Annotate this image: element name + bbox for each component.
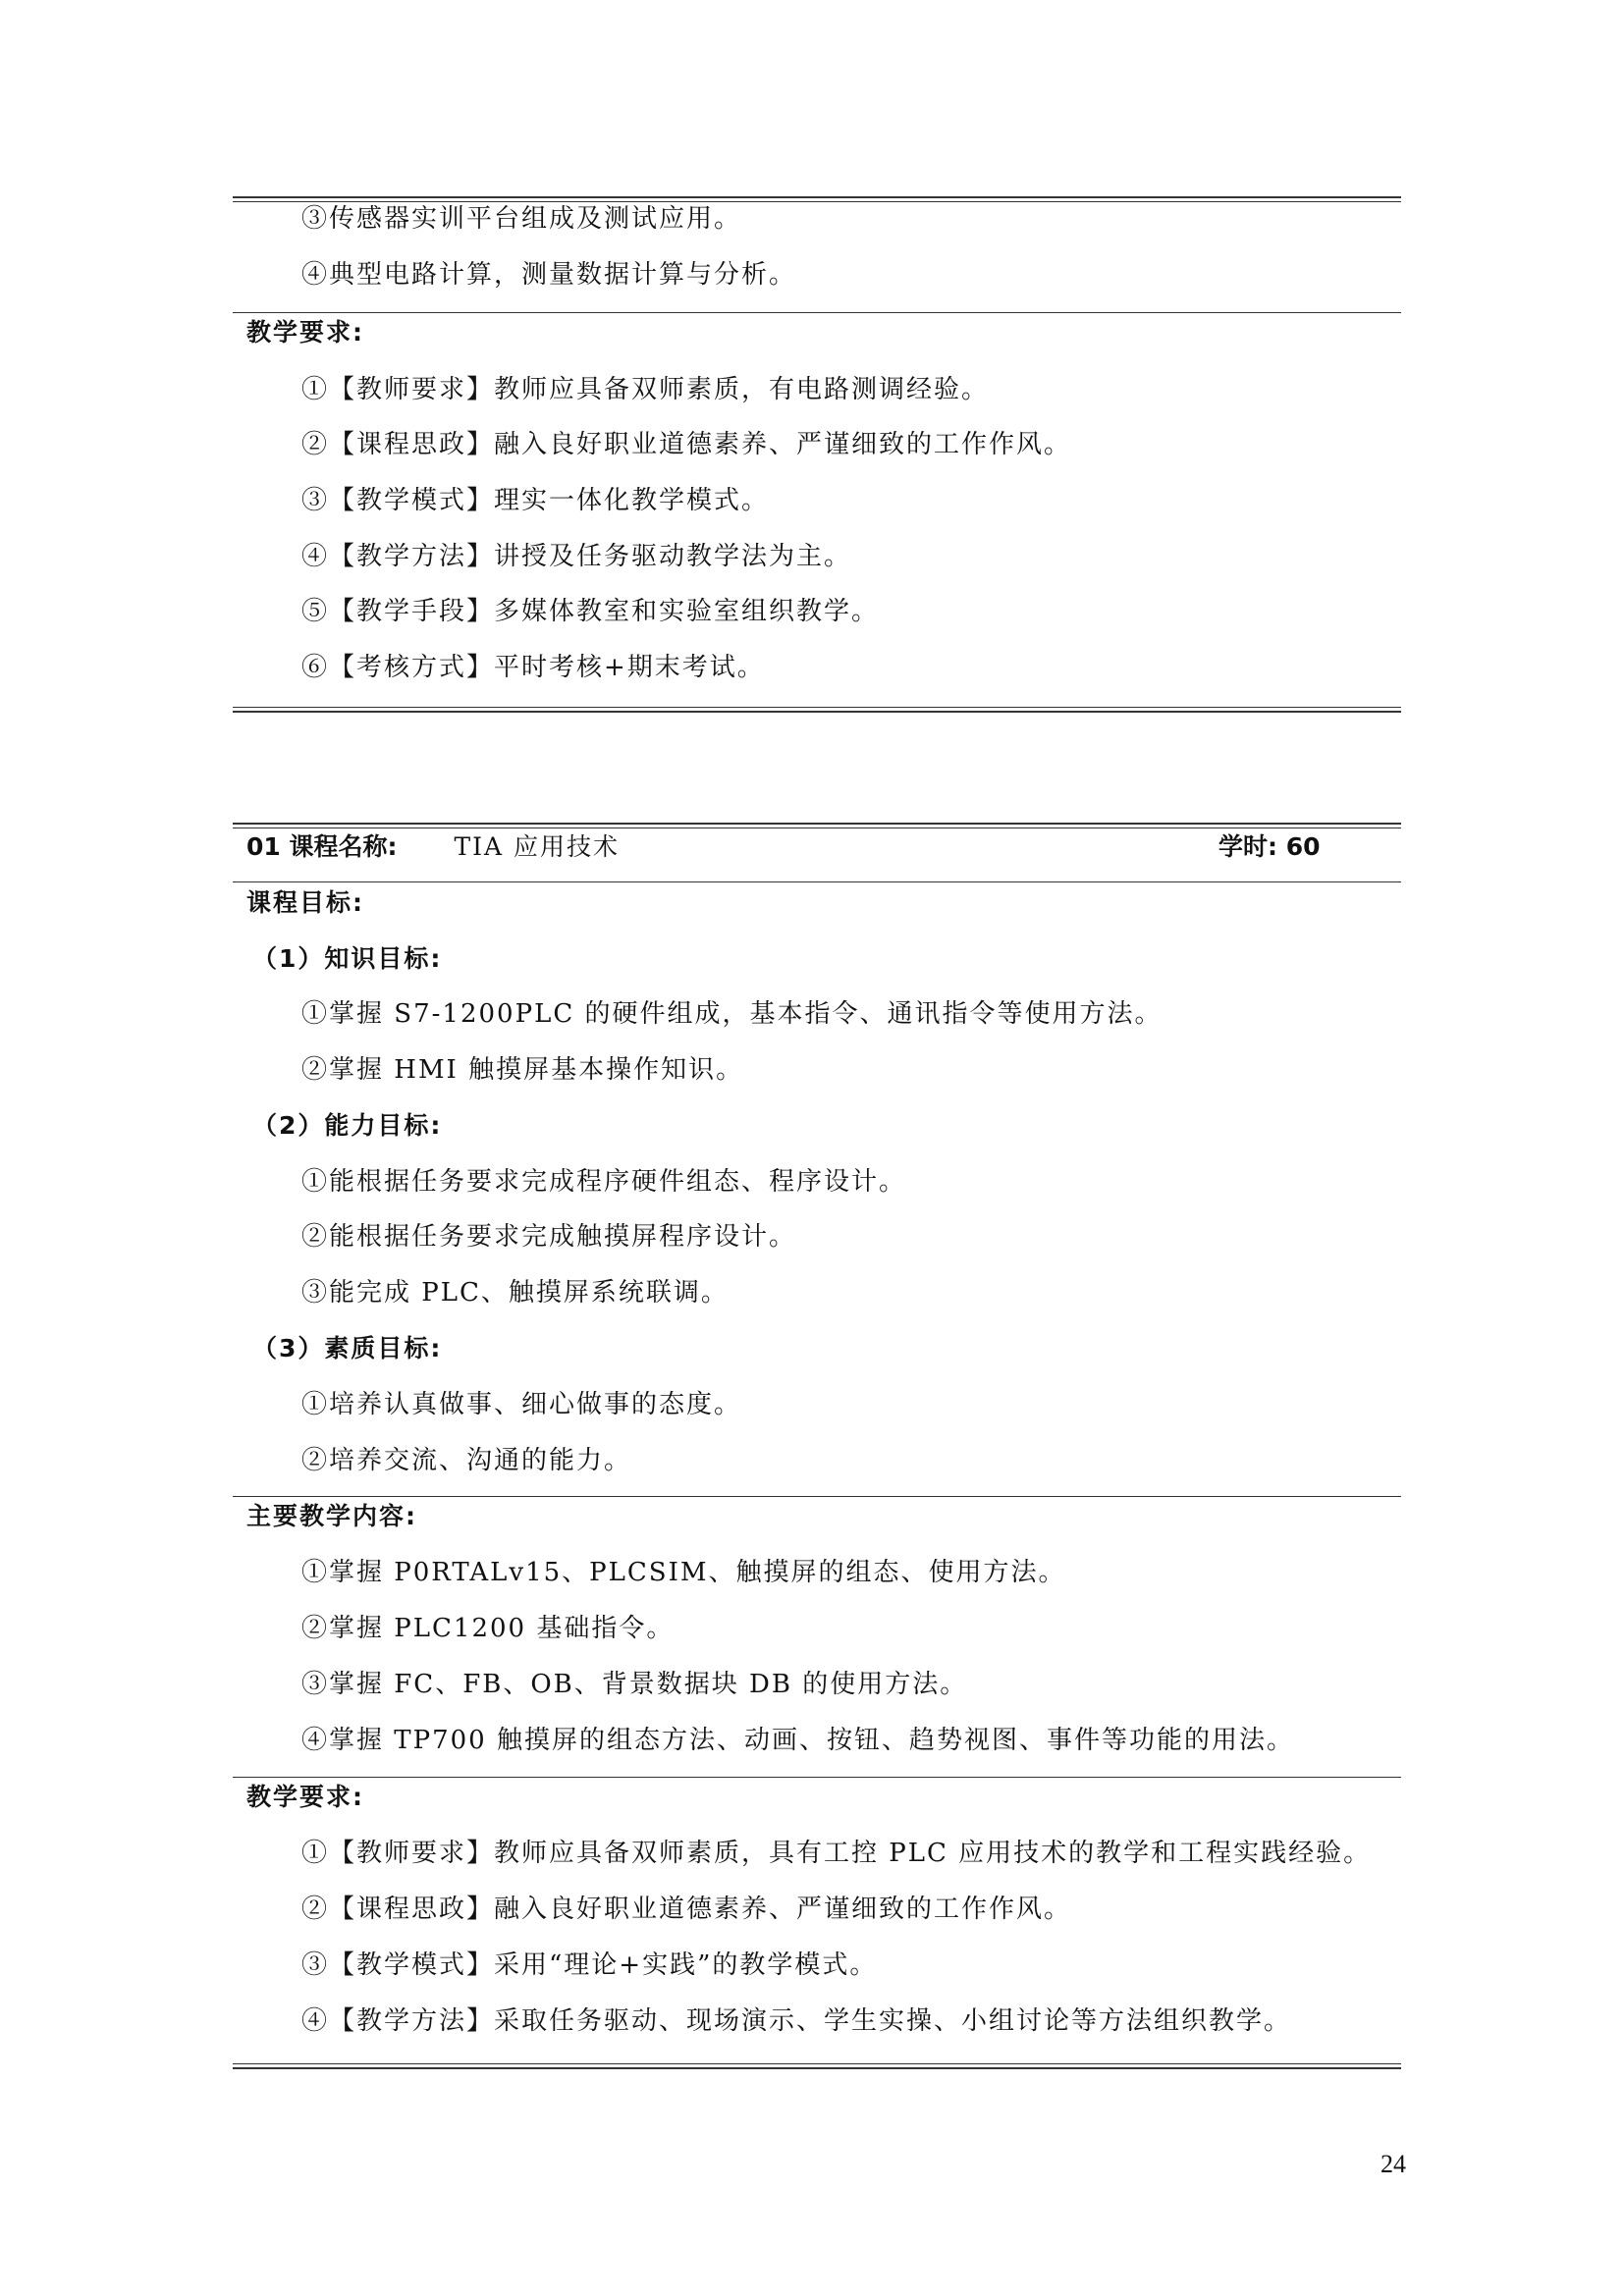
content-item: ④典型电路计算，测量数据计算与分析。 [301, 260, 797, 290]
content-item: ②掌握 PLC1200 基础指令。 [301, 1614, 675, 1643]
ability-item: ②能根据任务要求完成触摸屏程序设计。 [301, 1222, 797, 1252]
requirement-item: ①【教师要求】教师应具备双师素质，具有工控 PLC 应用技术的教学和工程实践经验。 [301, 1839, 1372, 1868]
requirement-item: ⑤【教学手段】多媒体教室和实验室组织教学。 [301, 597, 880, 626]
course-title-row [246, 830, 1401, 864]
knowledge-item: ①掌握 S7-1200PLC 的硬件组成，基本指令、通讯指令等使用方法。 [301, 999, 1163, 1029]
goals-heading: 课程目标: [246, 888, 364, 917]
quality-item: ②培养交流、沟通的能力。 [301, 1446, 632, 1475]
quality-item: ①培养认真做事、细心做事的态度。 [301, 1390, 742, 1419]
ability-heading: （2）能力目标: [252, 1111, 443, 1140]
requirement-item: ④【教学方法】采取任务驱动、现场演示、学生实操、小组讨论等方法组织教学。 [301, 2006, 1292, 2036]
ability-item: ①能根据任务要求完成程序硬件组态、程序设计。 [301, 1167, 907, 1197]
ability-item: ③能完成 PLC、触摸屏系统联调。 [301, 1278, 729, 1308]
divider [233, 881, 1401, 882]
divider [233, 1777, 1401, 1778]
content-item: ④掌握 TP700 触摸屏的组态方法、动画、按钮、趋势视图、事件等功能的用法。 [301, 1726, 1294, 1755]
requirement-item: ④【教学方法】讲授及任务驱动教学法为主。 [301, 542, 852, 571]
content-item: ①掌握 P0RTALv15、PLCSIM、触摸屏的组态、使用方法。 [301, 1558, 1066, 1587]
requirement-item: ②【课程思政】融入良好职业道德素养、严谨细致的工作作风。 [301, 430, 1072, 459]
requirement-item: ①【教师要求】教师应具备双师素质，有电路测调经验。 [301, 375, 990, 404]
content-item: ③传感器实训平台组成及测试应用。 [301, 204, 742, 234]
course-section [233, 823, 1401, 2079]
requirement-item: ③【教学模式】采用“理论+实践”的教学模式。 [301, 1950, 878, 1980]
divider [233, 312, 1401, 313]
bottom-rule [233, 707, 1401, 713]
prev-section [233, 196, 1401, 717]
content-heading: 主要教学内容: [246, 1502, 417, 1530]
course-hours: 学时: 60 [1218, 832, 1321, 861]
content-item: ③掌握 FC、FB、OB、背景数据块 DB 的使用方法。 [301, 1670, 968, 1699]
quality-heading: （3）素质目标: [252, 1334, 443, 1362]
divider [233, 1496, 1401, 1497]
requirement-item: ②【课程思政】融入良好职业道德素养、严谨细致的工作作风。 [301, 1895, 1072, 1924]
bottom-rule [233, 2063, 1401, 2069]
top-rule [233, 823, 1401, 828]
requirements-heading: 教学要求: [246, 318, 364, 347]
page-number: 24 [1380, 2150, 1406, 2178]
requirement-item: ⑥【考核方式】平时考核+期末考试。 [301, 653, 765, 682]
requirements-heading: 教学要求: [246, 1783, 364, 1811]
knowledge-heading: （1）知识目标: [252, 944, 443, 973]
course-name: TIA 应用技术 [454, 832, 621, 861]
course-label: 01 课程名称: [246, 832, 398, 861]
requirement-item: ③【教学模式】理实一体化教学模式。 [301, 486, 770, 515]
knowledge-item: ②掌握 HMI 触摸屏基本操作知识。 [301, 1055, 744, 1085]
